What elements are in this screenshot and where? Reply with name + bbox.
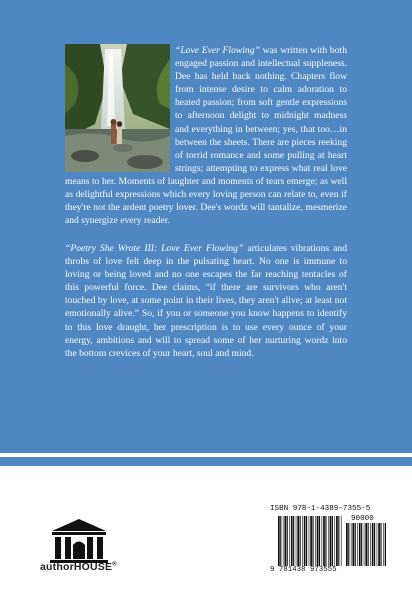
divider-stripe-blue <box>0 457 412 466</box>
description-paragraph-2-text: articulates vibrations and throbs of love felt deep in the pulsating heart. No one is immune to loving or being loved and no one escapes the far reaching tentacles of this powerful force. Dee claims, “if there are survivors who aren't touched by love, at some point in their lives, they aren't alive; at least not emotionally alive.” So, if you or someone you know happens to identify to this love draught, her prescription is to use every ounce of your energy, ambitions and will to spread some of her nurturing wordz into the bottom crevices of your heart, soul and mind. <box>65 243 347 359</box>
barcode-bar <box>280 516 281 566</box>
barcode-bar <box>317 516 319 566</box>
barcode-bar <box>370 523 371 566</box>
barcode-bar <box>355 523 356 566</box>
barcode-bar <box>380 523 381 566</box>
authorhouse-building-logo-icon <box>44 517 114 565</box>
barcode-bar <box>309 516 310 566</box>
barcode-bar <box>351 523 352 566</box>
photo-wrap-spacer <box>65 44 175 172</box>
barcode-bar <box>368 523 369 566</box>
barcode-bar <box>332 516 333 566</box>
barcode-bar <box>372 523 374 566</box>
barcode-bar <box>291 516 293 566</box>
barcode-bar <box>296 516 297 566</box>
barcode-bar <box>365 523 367 566</box>
barcode-bar <box>364 523 365 566</box>
barcode-bar <box>334 516 335 566</box>
barcode-bar <box>304 516 306 566</box>
barcode-bar <box>278 516 280 566</box>
barcode-bar <box>293 516 294 566</box>
barcode-digits <box>270 566 350 574</box>
barcode-group-1: 781438 <box>278 566 306 574</box>
publisher-name <box>40 561 117 573</box>
barcode-bar <box>336 516 338 566</box>
barcode-lead-digit: 9 <box>270 566 275 574</box>
barcode-bar <box>306 516 307 566</box>
description-paragraph-1 <box>65 44 347 227</box>
description-paragraph-1-text: was written with both engaged passion and intellectual suppleness. Dee has held back nothing. Chapters flow from intense desire to calm adoration to heated passion; from soft gentle expressions to afternoon delight to midnight madness and everything in between; yes, that too…in between the sheets. There are pieces reeking of torrid romance and some pulling at heart strings; attempting to express what real love means to her. Moments of laughter and moments of tears emerge; as well as delightful expressions which every loving person can relate to, even if they're not the ardent poetry lover. Dee's wordz will tantalize, mesmerize and synergize every reader. <box>65 45 347 227</box>
barcode-bar <box>352 523 354 566</box>
ean-barcode <box>278 516 342 566</box>
publisher-name-part-1: author <box>40 561 74 573</box>
barcode-bar <box>378 523 380 566</box>
price-barcode <box>346 523 386 566</box>
barcode-bar <box>341 516 342 566</box>
barcode-bar <box>287 516 288 566</box>
barcode-bar <box>330 516 332 566</box>
barcode-bar <box>289 516 290 566</box>
barcode-bar <box>374 523 375 566</box>
barcode-bar <box>348 523 349 566</box>
barcode-bar <box>357 523 358 566</box>
barcode-bar <box>328 516 329 566</box>
book-title-love-ever-flowing: “Love Ever Flowing” <box>175 45 260 56</box>
book-full-title: “Poetry She Wrote III: Love Ever Flowing” <box>65 243 244 254</box>
barcode-bar <box>385 523 386 566</box>
barcode-bar <box>315 516 316 566</box>
barcode-bar <box>361 523 362 566</box>
publisher-name-part-2: HOUSE <box>73 561 113 573</box>
barcode-bar <box>312 516 313 566</box>
barcode-bar <box>322 516 323 566</box>
barcode-bar <box>302 516 303 566</box>
barcode-bar <box>297 516 299 566</box>
barcode-bar <box>359 523 361 566</box>
barcode-bar <box>283 516 284 566</box>
isbn-label: ISBN 978-1-4389-7355-5 <box>270 505 371 513</box>
registered-mark: ® <box>112 561 117 568</box>
barcode-bar <box>383 523 384 566</box>
barcode-group-2: 973555 <box>309 566 337 574</box>
barcode-bar <box>325 516 326 566</box>
barcode-bar <box>338 516 339 566</box>
barcode-bar <box>323 516 325 566</box>
barcode-bar <box>310 516 312 566</box>
barcode-bar <box>284 516 286 566</box>
barcode-bar <box>346 523 348 566</box>
barcode-bar <box>319 516 320 566</box>
description-paragraph-2 <box>65 242 347 360</box>
barcode-bar <box>300 516 301 566</box>
price-code-digits: 90000 <box>351 515 374 523</box>
barcode-bar <box>377 523 378 566</box>
